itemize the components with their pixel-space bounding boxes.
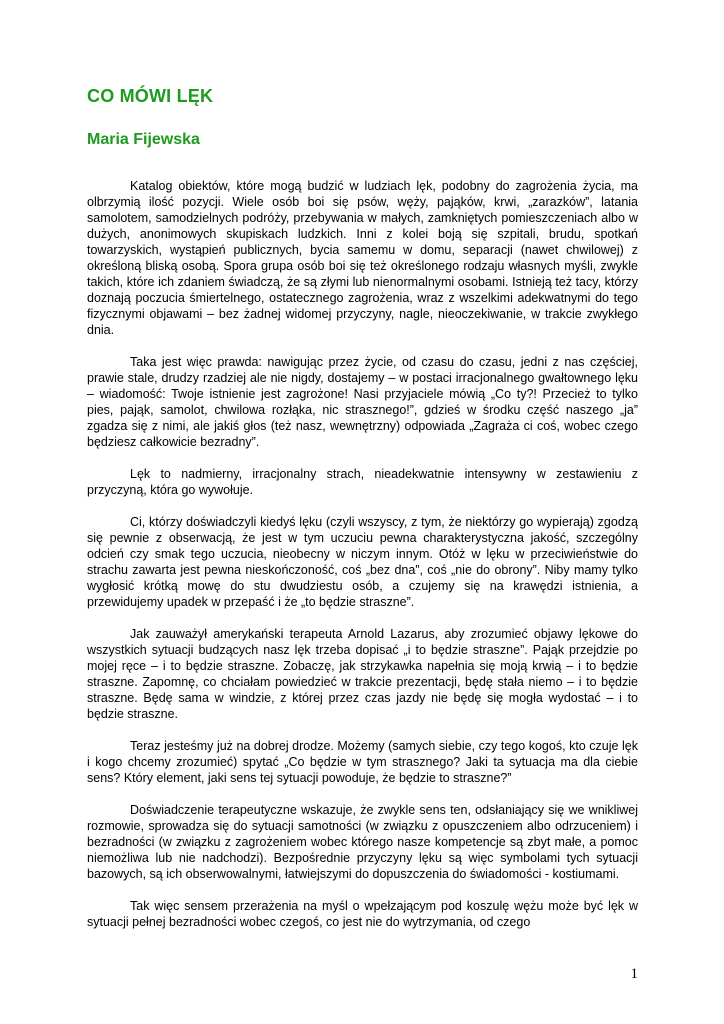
paragraph: Tak więc sensem przerażenia na myśl o wpełzającym pod koszulę wężu może być lęk w sytuacji pełnej bezradności wobec czegoś, co jest nie do wytrzymania, od czego [87,899,638,929]
paragraph: Lęk to nadmierny, irracjonalny strach, nieadekwatnie intensywny w zestawieniu z przyczyną, która go wywołuje. [87,467,638,497]
document-body [87,178,638,946]
document-title: CO MÓWI LĘK [87,86,214,106]
document-author: Maria Fijewska [87,131,200,148]
paragraph: Katalog obiektów, które mogą budzić w ludziach lęk, podobny do zagrożenia życia, ma olbrzymią ilość pozycji. Wiele osób boi się psów, węży, pająków, krwi, „zarazków”, latania samolotem, samodzielnych podróży, przebywania w małych, zamkniętych pomieszczeniach albo w dużych, anonimowych skupiskach ludzkich. Inni z kolei boją się szpitali, brudu, spotkań towarzyskich, wystąpień publicznych, bycia samemu w domu, separacji (nawet chwilowej) z określoną bliską osobą. Spora grupa osób boi się też określonego rodzaju własnych myśli, zwykle takich, które ich zdaniem świadczą, że są złymi lub nienormalnymi osobami. Istnieją też tacy, którzy doznają poczucia śmiertelnego, ostatecznego zagrożenia, wraz z wszelkimi adekwatnymi do tego fizycznymi objawami – bez żadnej widomej przyczyny, nagle, nieoczekiwanie, w trakcie zwykłego dnia. [87,179,638,337]
page-number: 1 [630,966,638,982]
paragraph: Teraz jesteśmy już na dobrej drodze. Możemy (samych siebie, czy tego kogoś, kto czuje lęk i kogo chcemy zrozumieć) spytać „Co będzie w tym strasznego? Jaki ta sytuacja ma dla ciebie sens? Który element, jaki sens tej sytuacji powoduje, że będzie to straszne?” [87,739,638,785]
paragraph: Doświadczenie terapeutyczne wskazuje, że zwykle sens ten, odsłaniający się we wnikliwej rozmowie, sprowadza się do sytuacji samotności (w związku z opuszczeniem albo odrzuceniem) i bezradności (w związku z zagrożeniem wobec którego nasze kompetencje są zbyt małe, a pomoc niemożliwa lub nie nadchodzi). Bezpośrednie przyczyny lęku są więc symbolami tych sytuacji bazowych, są ich obserwowalnymi, łatwiejszymi do dopuszczenia do świadomości - kostiumami. [87,803,638,881]
paragraph: Ci, którzy doświadczyli kiedyś lęku (czyli wszyscy, z tym, że niektórzy go wypierają) zgodzą się pewnie z obserwacją, że jest w tym uczuciu pewna charakterystyczna jakość, szczególny odcień czy smak tego uczucia, nieobecny w niczym innym. Otóż w lęku w przeciwieństwie do strachu zawarta jest pewna nieskończoność, coś „bez dna”, coś „nie do obrony”. Niby mamy tylko wygłosić krótką mowę do stu dwudziestu osób, a czujemy się na krawędzi istnienia, a przewidujemy upadek w przepaść i że „to będzie straszne”. [87,515,638,609]
paragraph: Jak zauważył amerykański terapeuta Arnold Lazarus, aby zrozumieć objawy lękowe do wszystkich sytuacji budzących nasz lęk trzeba dopisać „i to będzie straszne”. Pająk przejdzie po mojej ręce – i to będzie straszne. Zobaczę, jak strzykawka napełnia się moją krwią – i to będzie straszne. Zapomnę, co chciałam powiedzieć w trakcie prezentacji, będę stała niemo – i to będzie straszne. Będę sama w windzie, z której przez czas jazdy nie będę się mogła wydostać – i to będzie straszne. [87,627,638,721]
paragraph: Taka jest więc prawda: nawigując przez życie, od czasu do czasu, jedni z nas częściej, prawie stale, drudzy rzadziej ale nie nigdy, dostajemy – w postaci irracjonalnego gwałtownego lęku – wiadomość: Twoje istnienie jest zagrożone! Nasi przyjaciele mówią „Co ty?! Przecież to tylko pies, pająk, samolot, chwilowa rozłąka, nic strasznego!”, gdzieś w środku część naszego „ja” zgadza się z nimi, ale jakiś głos (też nasz, wewnętrzny) odpowiada „Zagraża ci coś, wobec czego będziesz całkowicie bezradny”. [87,355,638,449]
